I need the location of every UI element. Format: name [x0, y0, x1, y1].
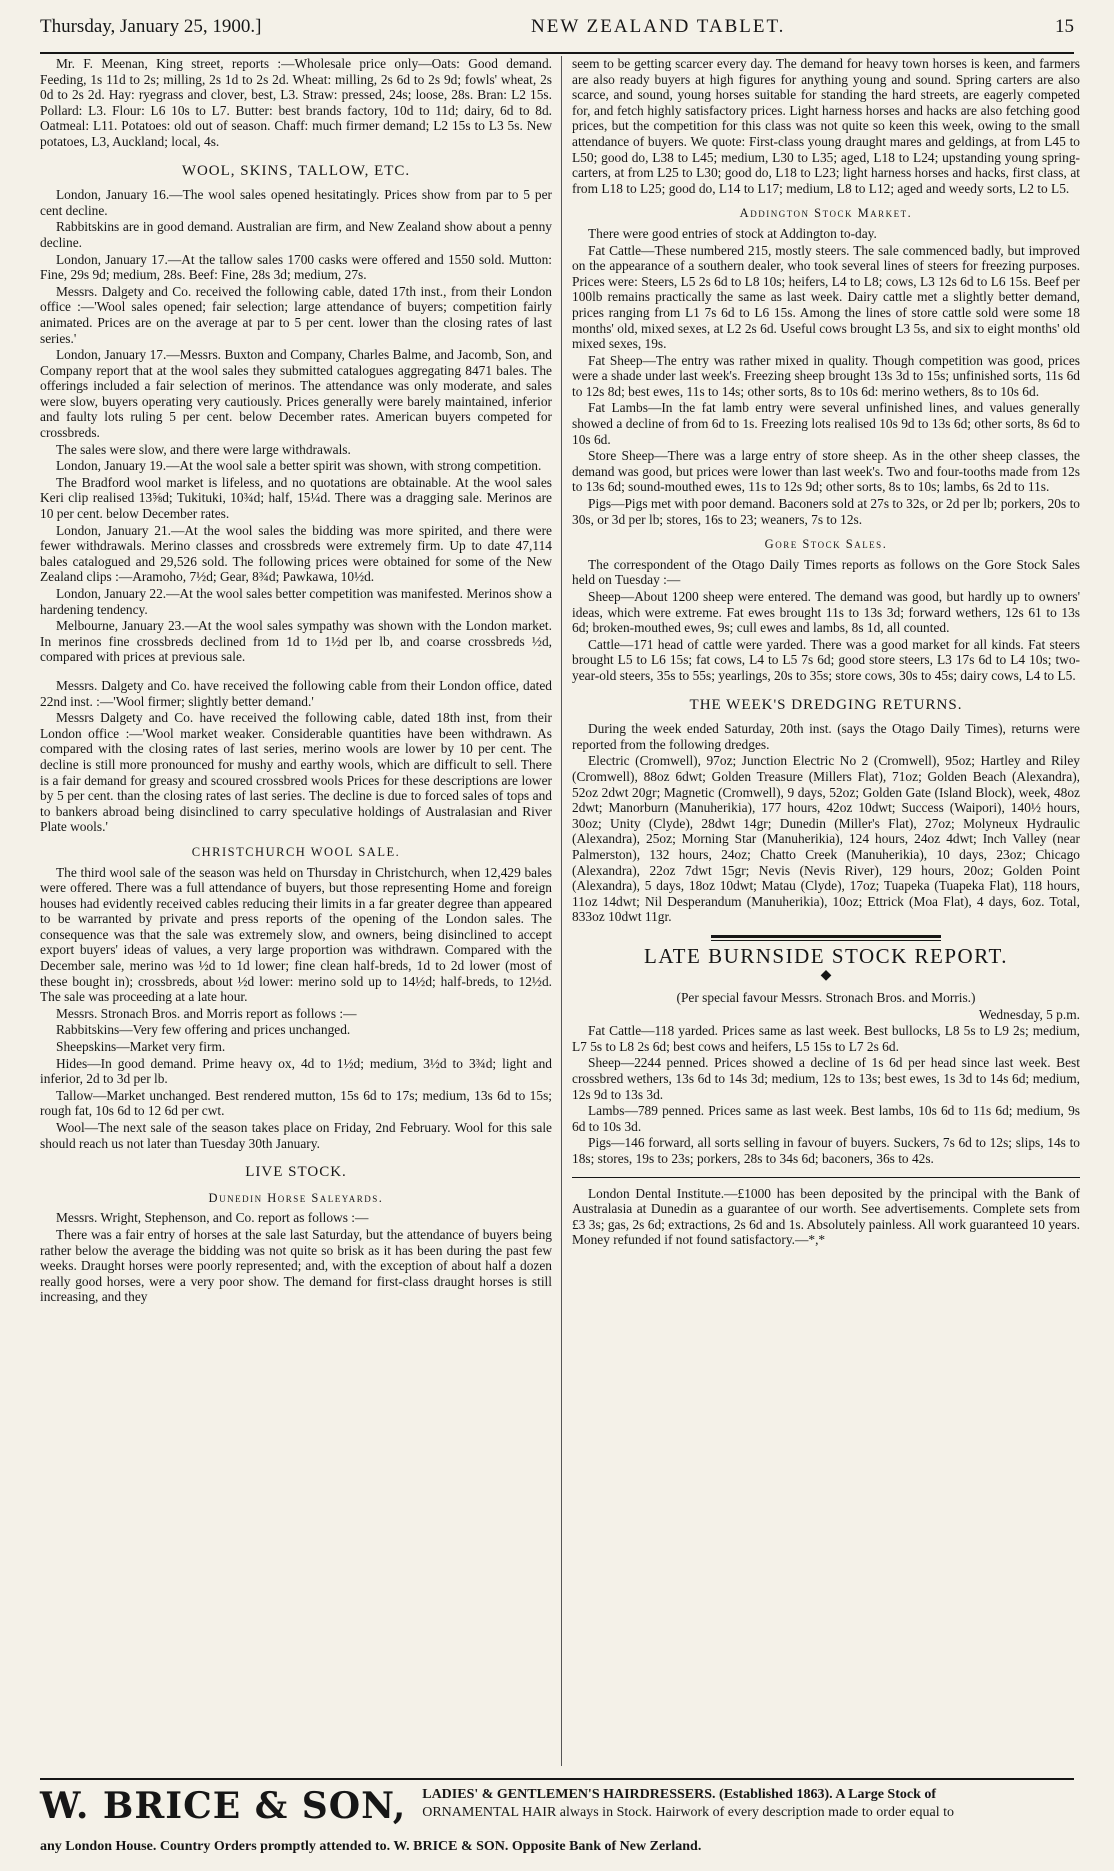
advertisement-line: ORNAMENTAL HAIR always in Stock. Hairwork of every description made to order equal to — [422, 1805, 955, 1820]
horse-continued: seem to be getting scarcer every day. The demand for heavy town horses is keen, and farmers are also ready buyers at high figures for anything young and sound. Spring carters are also scarce, and sound, young horses suitable for standing the hard streets, are eagerly competed for, and fetch highly satisfactory prices. Light harness horses and hacks are also fetching good prices, but the competition for this class was not quite so keen this week, owing to the small attendance of buyers. We quote: First-class young draught mares and geldings, at from L45 to L50; good do, L38 to L45; medium, L30 to L35; aged, L18 to L24; upstanding young spring-carters, at from L25 to L30; good do, L18 to L23; light harness horses and hacks, first class, at from L18 to L25; good do, L14 to L17; medium, L8 to L12; aged and weedy sorts, L2 to L5. — [572, 56, 1080, 196]
wool-paragraph: London, January 19.—At the wool sale a better spirit was shown, with strong competition. — [56, 458, 542, 474]
column-divider — [561, 56, 562, 1766]
christchurch-heading: CHRISTCHURCH WOOL SALE. — [191, 844, 401, 859]
live-stock-paragraph: Messrs. Wright, Stephenson, and Co. report as follows :— — [56, 1210, 369, 1226]
wool-paragraph: Messrs Dalgety and Co. have received the following cable, dated 18th inst, from their London office :—'Wool market weaker. Considerable quantities have been withdrawn. As compared with the closing rates of last series, merino wools are lower by 10 per cent. The decline is still more pronounced for mushy and earthy wools, which are difficult to sell. There is a fair demand for greasy and scoured crossbred wools Prices for these descriptions are lower by 5 per cent. than the closing rates of last series. The decline is due to forced sales of tops and to bankers abroad being disinclined to carry speculative holdings of Australasian and River Plate wools.' — [40, 710, 552, 835]
wool-paragraph: London, January 17.—At the tallow sales 1700 casks were offered and 1550 sold. Mutton: Fine, 29s 9d; medium, 28s. Beef: Fine, 28s 3d; medium, 27s. — [40, 251, 552, 283]
live-stock-heading: LIVE STOCK. — [245, 1164, 347, 1181]
addington-paragraph: Pigs—Pigs met with poor demand. Baconers sold at 27s to 32s, or 2d per lb; porkers, 20s to 30s, or 3d per lb; stores, 16s to 23; weaners, 7s to 12s. — [572, 496, 1080, 527]
dunedin-horse-heading: Dunedin Horse Saleyards. — [208, 1190, 384, 1205]
christchurch-paragraph: Tallow—Market unchanged. Best rendered mutton, 15s 6d to 17s; medium, 13s 6d to 15s; rough fat, 10s 6d to 12 6d per cwt. — [40, 1087, 552, 1119]
christchurch-paragraph: The third wool sale of the season was held on Thursday in Christchurch, when 12,429 bales were offered. There was a full attendance of buyers, but those representing Home and foreign houses had evidently received cables reducing their limits in a far greater degree than appeared to be warranted by private and press reports of the opening of the London sales. The consequence was that the sale was extremely slow, and owners, being disinclined to accept export buyers' ideas of values, a very large proportion was withdrawn. Compared with the December sale, merino was ½d to 1d lower; fine clean half-breds, 1d to 2d lower (most of these bought in); crossbreds, about ½d lower: merino sold up to 14½d; half-breds, to 12½d. The sale was proceeding at a late hour. — [40, 864, 552, 1005]
burnside-heading: LATE BURNSIDE STOCK REPORT. — [644, 943, 1008, 968]
wool-paragraph: Rabbitskins are in good demand. Australian are firm, and New Zealand show about a penny decline. — [40, 219, 552, 250]
wool-paragraph: Messrs. Dalgety and Co. have received the following cable from their London office, dated 22nd inst. :—'Wool firmer; slightly better demand.' — [40, 677, 552, 709]
notice-rule — [572, 1177, 1080, 1178]
christchurch-paragraph: Wool—The next sale of the season takes place on Friday, 2nd February. Wool for this sale should reach us not later than Tuesday 30th January. — [40, 1120, 552, 1151]
wool-paragraph: London, January 21.—At the wool sales the bidding was more spirited, and there were fewer withdrawals. Merino classes and crossbreds were extremely firm. Up to date 47,114 bales catalogued and 29,526 sold. The following prices were obtained for some of the New Zealand clips :—Aramoho, 7½d; Gear, 8¾d; Pawkawa, 10½d. — [40, 522, 552, 585]
addington-paragraph: Fat Cattle—These numbered 215, mostly steers. The sale commenced badly, but improved on the appearance of a southern dealer, who took several lines of steers for freezing purposes. Prices were: Steers, L5 2s 6d to L8 10s; heifers, L4 to L8; cows, L3 12s 6d to L6 15s. Beef per 100lb remains practically the same as last week. Dairy cattle met a slightly better demand, prices ranging from L1 7s 6d to L6 15s. Among the lines of store cattle sold were some 18 months' old, mixed sexes, at L2 2s 6d. Useful cows brought L3 5s, and six to eight months' old mixed sexes, 19s. — [572, 242, 1080, 352]
hairdresser-advertisement — [40, 1778, 1074, 1866]
advertisement-line: any London House. Country Orders promptly attended to. W. BRICE & SON. Opposite Bank of New Zerland. — [40, 1839, 702, 1854]
page-header — [40, 16, 1074, 54]
addington-paragraph: There were good entries of stock at Addington to-day. — [588, 225, 877, 241]
christchurch-paragraph: Sheepskins—Market very firm. — [56, 1039, 226, 1055]
christchurch-paragraph: Rabbitskins—Very few offering and prices unchanged. — [56, 1022, 351, 1038]
burnside-credit: (Per special favour Messrs. Stronach Bros. and Morris.) — [676, 990, 976, 1006]
wool-paragraph: Messrs. Dalgety and Co. received the following cable, dated 17th inst., from their London office :—'Wool sales opened; fair selection; large attendance of buyers; competition fairly animated. Prices are on the average at par to 5 per cent. lower than the closing rates of last series.' — [40, 283, 552, 346]
addington-paragraph: Store Sheep—There was a large entry of store sheep. As in the other sheep classes, the demand was good, but prices were lower than last week's. Two and four-tooths made from 12s to 13s 6d; sound-mouthed ewes, 11s to 12s 9d; other sorts, 8s to 10s; lambs, 6s 2d to 11s. — [572, 448, 1080, 495]
left-column — [40, 56, 552, 1766]
wool-paragraph: The sales were slow, and there were large withdrawals. — [56, 441, 351, 457]
advertiser-name: W. BRICE & SON, — [40, 1785, 407, 1827]
paper-title: NEW ZEALAND TABLET. — [531, 16, 786, 37]
wool-paragraph: Melbourne, January 23.—At the wool sales sympathy was shown with the London market. In merinos fine crossbreds declined from 1d to 1½d per lb, and coarse crossbreds ½d, compared with prices at previous sale. — [40, 618, 552, 665]
addington-paragraph: Fat Lambs—In the fat lamb entry were several unfinished lines, and values generally showed a decline of from 6d to 1s. Freezing lots realised 10s 9d to 13s 6d; other sorts, 8s 6d to 10s 6d. — [572, 400, 1080, 447]
christchurch-paragraph: Messrs. Stronach Bros. and Morris report as follows :— — [56, 1005, 357, 1021]
burnside-paragraph: Lambs—789 penned. Prices same as last week. Best lambs, 10s 6d to 11s 6d; medium, 9s 6d to 10s 3d. — [572, 1103, 1080, 1134]
wool-paragraph: London, January 22.—At the wool sales better competition was manifested. Merinos show a hardening tendency. — [40, 586, 552, 617]
burnside-paragraph: Pigs—146 forward, all sorts selling in favour of buyers. Suckers, 7s 6d to 12s; slips, 14s to 18s; stores, 19s to 23s; porkers, 28s to 34s 6d; baconers, 36s to 42s. — [572, 1135, 1080, 1166]
dredging-heading: THE WEEK'S DREDGING RETURNS. — [689, 696, 963, 713]
gore-paragraph: The correspondent of the Otago Daily Times reports as follows on the Gore Stock Sales held on Tuesday :— — [572, 556, 1080, 588]
addington-paragraph: Fat Sheep—The entry was rather mixed in quality. Though competition was good, prices were a shade under last week's. Freezing sheep brought 13s 3d to 15s; unfinished sorts, 11s 6d to 12s 8d; best ewes, 11s to 14s; other sorts, 8s to 10s 6d: merino wethers, 8s to 10s 6d. — [572, 352, 1080, 399]
advertisement-body — [422, 1786, 954, 1822]
gore-paragraph: Sheep—About 1200 sheep were entered. The demand was good, but hardly up to owners' ideas, which were extreme. Fat ewes brought 11s to 13s 3d; forward wethers, 12s 61 to 13s 6d; broken-mouthed ewes, 9s; cull ewes and lambs, 8s 1d, all counted. — [572, 589, 1080, 636]
advertisement-line: LADIES' & GENTLEMEN'S HAIRDRESSERS. (Established 1863). A Large Stock of — [422, 1787, 937, 1802]
dental-notice: London Dental Institute.—£1000 has been deposited by the principal with the Bank of Australasia at Dunedin as a guarantee of our worth. See advertisements. Complete sets from £3 3s; gas, 2s 6d; extractions, 2s 6d and 1s. Absolutely painless. All work guaranteed 10 years. Money refunded if not found satisfactory.—*,* — [572, 1185, 1080, 1248]
christchurch-paragraph: Hides—In good demand. Prime heavy ox, 4d to 1½d; medium, 3½d to 3¾d; light and inferior, 2d to 3d per lb. — [40, 1055, 552, 1087]
wool-paragraph: The Bradford wool market is lifeless, and no quotations are obtainable. At the wool sales Keri clip realised 13⅝d; Tukituki, 10¾d; half, 15¼d. There was a dragging sale. Merinos are 10 per cent. below December rates. — [40, 474, 552, 522]
right-column — [572, 56, 1080, 1766]
live-stock-paragraph: There was a fair entry of horses at the sale last Saturday, but the attendance of buyers being rather below the average the bidding was not quite so brisk as it has been during the past few weeks. Draught horses were poorly represented; and, with the exception of about half a dozen really good horses, were a very poor show. The demand for first-class draught horses is still increasing, and they — [40, 1226, 552, 1305]
gore-heading: Gore Stock Sales. — [764, 537, 888, 552]
burnside-paragraph: Fat Cattle—118 yarded. Prices same as last week. Best bullocks, L8 5s to L9 2s; medium, L7 5s to L8 2s 6d; best cows and heifers, L5 15s to L7 2s 6d. — [572, 1023, 1080, 1054]
burnside-time: Wednesday, 5 p.m. — [978, 1006, 1080, 1022]
gore-paragraph: Cattle—171 head of cattle were yarded. There was a good market for all kinds. Fat steers brought L5 to L6 15s; fat cows, L4 to L5 7s 6d; good store steers, L3 17s 6d to L4 10s; two-year-old steers, 35s to 55s; yearlings, 20s to 35s; store cows, 30s to 45s; dairy cows, L4 to L5. — [572, 636, 1080, 683]
addington-heading: Addington Stock Market. — [739, 206, 913, 221]
page-number: 15 — [1055, 16, 1074, 37]
burnside-paragraph: Sheep—2244 penned. Prices showed a decline of 1s 6d per head since last week. Best crossbred wethers, 13s 6d to 14s 3d; medium, 12s to 13s; best ewes, 1s 3d to 14s 6d; medium, 12s 9d to 13s 3d. — [572, 1055, 1080, 1102]
wool-paragraph: London, January 16.—The wool sales opened hesitatingly. Prices show from par to 5 per cent decline. — [40, 187, 552, 218]
ornament-icon: ◆ — [820, 968, 832, 984]
section-rule — [711, 935, 941, 941]
dredging-paragraph: Electric (Cromwell), 97oz; Junction Electric No 2 (Cromwell), 95oz; Hartley and Riley (Cromwell), 88oz 6dwt; Golden Treasure (Millers Flat), 71oz; Golden Beach (Alexandra), 52oz 2dwt 20gr; Magnetic (Cromwell), 9 days, 52oz; Golden Gate (Island Block), week, 48oz 2dwt; Manorburn (Manuherikia), 177 hours, 42oz 10dwt; Success (Waipori), 140½ hours, 30oz; Unity (Clyde), 28dwt 14gr; Dunedin (Miller's Flat), 27oz; Molyneux Hydraulic (Alexandra), 25oz; Morning Star (Manuherikia), 124 hours, 24oz 4dwt; Inch Valley (near Palmerston), 132 hours, 24oz; Chatto Creek (Manuherikia), 10 days, 23oz; Chicago (Alexandra), 22oz 7dwt 15gr; Nevis (Nevis River), 129 hours, 20oz; Golden Point (Alexandra), 5 days, 18oz 10dwt; Matau (Clyde), 17oz; Tuapeka (Tuapeka Flat), 118 hours, 11oz 14dwt; Nil Desperandum (Manuherikia), 10oz; Ettrick (Moa Flat), 4 days, 6oz. Total, 833oz 10dwt 11gr. — [572, 753, 1080, 925]
wool-section-heading: WOOL, SKINS, TALLOW, ETC. — [181, 162, 411, 179]
wool-paragraph: London, January 17.—Messrs. Buxton and Company, Charles Balme, and Jacomb, Son, and Company report that at the wool sales they submitted catalogues aggregating 8471 bales. The offerings included a fair selection of merinos. The attendance was only moderate, and sales were slow, buyers operating very cautiously. Prices generally were barely maintained, inferior and faulty lots ruling 5 per cent. below December rates. American buyers competed for crossbreds. — [40, 347, 552, 441]
produce-report: Mr. F. Meenan, King street, reports :—Wholesale price only—Oats: Good demand. Feeding, 1s 11d to 2s; milling, 2s 1d to 2s 2d. Wheat: milling, 2s 6d to 2s 9d; fowls' wheat, 2s 0d to 2s 2d. Hay: ryegrass and clover, best, L3. Straw: pressed, 24s; loose, 28s. Bran: L2 15s. Pollard: L3. Flour: L6 10s to L7. Butter: best brands factory, 10d to 11d; dairy, 6d to 8d. Oatmeal: L11. Potatoes: old out of season. Chaff: much firmer demand; L2 15s to L3 5s. New potatoes, L3, Auckland; local, 4s. — [40, 56, 552, 149]
dredging-paragraph: During the week ended Saturday, 20th inst. (says the Otago Daily Times), returns were reported from the following dredges. — [572, 721, 1080, 752]
issue-date: Thursday, January 25, 1900.] — [40, 16, 262, 37]
